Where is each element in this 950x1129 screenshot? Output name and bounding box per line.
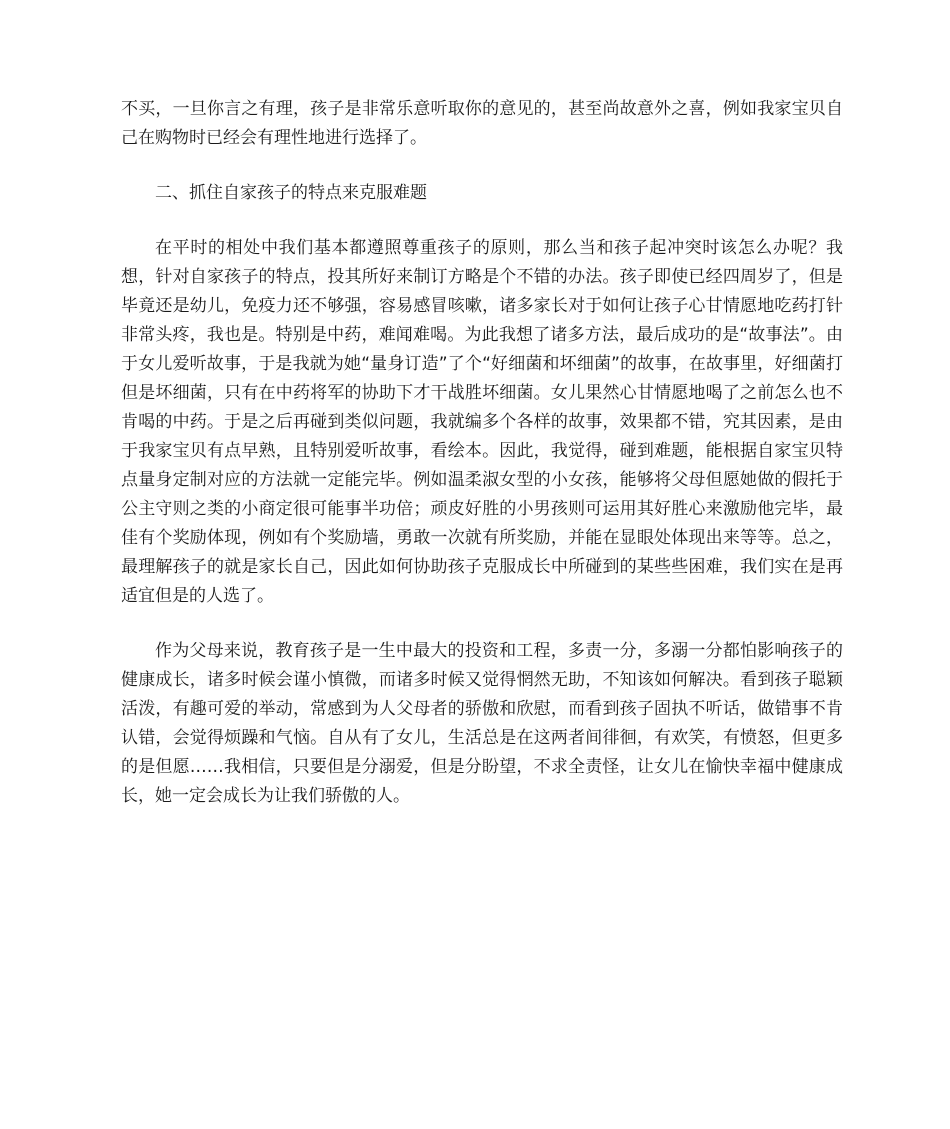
document-body: [121, 95, 843, 811]
section-heading: 二、抓住自家孩子的特点来克服难题: [155, 183, 427, 203]
paragraph-spacer: [121, 611, 843, 637]
paragraph-spacer: [121, 208, 843, 234]
paragraph-body: 在平时的相处中我们基本都遵照尊重孩子的原则，那么当和孩子起冲突时该怎么办呢？我想，针对自家孩子的特点，投其所好来制订方略是个不错的办法。孩子即使已经四周岁了，但是毕竟还是幼儿，免疫力还不够强，容易感冒咳嗽，诸多家长对于如何让孩子心甘情愿地吃药打针非常头疼，我也是。特别是中药，难闻难喝。为此我想了诸多方法，最后成功的是“故事法”。由于女儿爱听故事，于是我就为她“量身订造”了个“好细菌和坏细菌”的故事，在故事里，好细菌打但是坏细菌，只有在中药将军的协助下才干战胜坏细菌。女儿果然心甘情愿地喝了之前怎么也不肯喝的中药。于是之后再碰到类似问题，我就编多个各样的故事，效果都不错，究其因素，是由于我家宝贝有点早熟，且特别爱听故事，看绘本。因此，我觉得，碰到难题，能根据自家宝贝特点量身定制对应的方法就一定能完毕。例如温柔淑女型的小女孩，能够将父母但愿她做的假托于公主守则之类的小商定很可能事半功倍；顽皮好胜的小男孩则可运用其好胜心来激励他完毕，最佳有个奖励体现，例如有个奖励墙，勇敢一次就有所奖励，并能在显眼处体现出来等等。总之，最理解孩子的就是家长自己，因此如何协助孩子克服成长中所碰到的某些些困难，我们实在是再适宜但是的人选了。: [121, 238, 843, 606]
paragraph-spacer: [121, 153, 843, 179]
paragraph-conclusion: 作为父母来说，教育孩子是一生中最大的投资和工程，多责一分，多溺一分都怕影响孩子的健康成长，诸多时候会谨小慎微，而诸多时候又觉得惘然无助，不知该如何解决。看到孩子聪颖活泼，有趣可爱的举动，常感到为人父母者的骄傲和欣慰，而看到孩子固执不听话，做错事不肯认错，会觉得烦躁和气恼。自从有了女儿，生活总是在这两者间徘徊，有欢笑，有愤怒，但更多的是但愿……我相信，只要但是分溺爱，但是分盼望，不求全责怪，让女儿在愉快幸福中健康成长，她一定会成长为让我们骄傲的人。: [121, 641, 843, 806]
paragraph-continuation: 不买，一旦你言之有理，孩子是非常乐意听取你的意见的，甚至尚故意外之喜，例如我家宝贝自己在购物时已经会有理性地进行选择了。: [121, 99, 843, 148]
